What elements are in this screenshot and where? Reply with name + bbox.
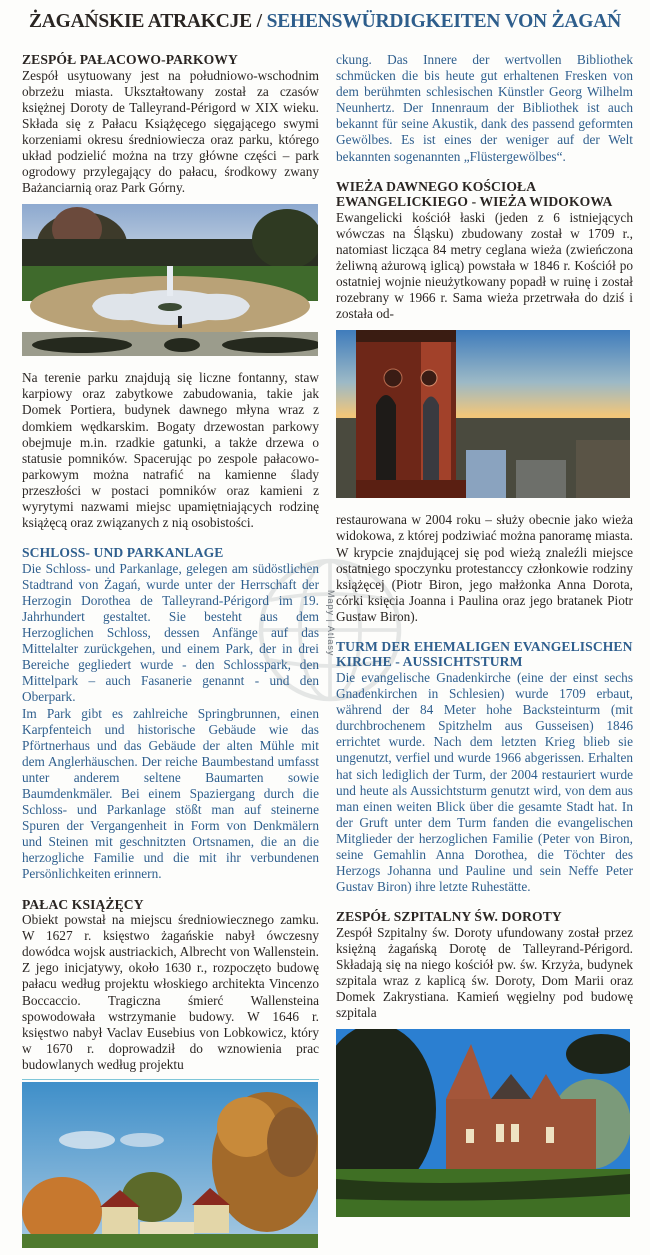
text-tower-de: Die evangelische Gnadenkirche (eine der einst sechs Gnadenkirchen in Schlesien) wurde 1709 erbaut, während der 84 Meter hohe Backsteinturm (mit durchbrochenem Spitzhelm aus Gusseisen) 1846 errichtet wurde. Nach dem letzten Krieg blieb sie ungenutzt, verfiel und wurde 1966 abgerissen. Erhalten hat sich lediglich der Turm, der 2004 restauriert wurde und heute als Aussichtsturm genutzt wird, von dem aus man einen weiten Blick über die gesamte Stadt hat. In der Gruft unter dem Turm fanden die evangelischen Mitglieder der herzoglichen Familie (Peter von Biron, seine Gemahlin Anna Dorothea, die Töchter des Herzogs Johanna und Pauline und sein Neffe Peter Gustav Biron) ihre letzte Ruhestätte. [336,669,633,895]
text-ducal-palace: Obiekt powstał na miejscu średniowiecznego zamku. W 1627 r. księstwo żagańskie nabył ówczesny dowódca wojsk austriackich, Albrecht von Wallenstein. Z jego inicjatywy, około 1630 r., rozpoczęto budowę pałacu według projektu włoskiego architekta Vincenzo Boccaccio. Tragiczna śmierć Wallensteina spowodowała wstrzymanie budowy. W 1646 r. księstwo nabył Vaclav Eusebius von Lobkowicz, który w 1670 r. doprowadził do wznowienia prac budowlanych według projektu [22,912,319,1072]
text-palace-park-pl-2: Na terenie parku znajdują się liczne fontanny, staw karpiowy oraz zabytkowe zabudowania, takie jak Domek Portiera, budynek dawnego młyna wraz z domkiem wędkarskim. Bogaty drzewostan parkowy obejmuje m.in. rzadkie gatunki, a także drzewa o statusie pomników. Spacerując po zespole pałacowo-parkowym można natrafić na kamienne ślady przeszłości w postaci pomników oraz kamieni z wyrytymi nazwami miejsc upamiętniających rodzinę książęcą oraz związanych z nią osobistości. [22,370,319,531]
text-library-de: ckung. Das Innere der wertvollen Bibliothek schmücken die bis heute gut erhaltenen Fresken von dem berühmten schlesischen Künstler Georg Wilhelm Neunhertz. Der Innenraum der Bibliothek ist auch bekannt für seine Akustik, dank des passend geformten Gewölbes. Es ist eines der weniger auf der Welt bekannten sogenannten „Flüstergewölbes“. [336,52,633,164]
watermark-text: Mapy | Atlasy [326,590,336,657]
section-library-de-cont [336,52,633,165]
photo-park-fountain [22,204,318,356]
section-tower-pl [336,179,633,323]
page-title [0,10,650,34]
heading-tower-pl: WIEŻA DAWNEGO KOŚCIOŁA EWANGELICKIEGO - WIEŻA WIDOKOWA [336,178,613,210]
heading-ducal-palace: PAŁAC KSIĄŻĘCY [22,896,144,912]
section-palace-park-de [22,545,319,882]
text-tower-pl: Ewangelicki kościół łaski (jeden z 6 istniejących wówczas na Śląsku) zbudowany został w 1709 r., natomiast licząca 84 metry ceglana wieża (zwieńczona żeliwną ażurową iglicą) powstała w 1846 r. Kościół po ostatniej wojnie nieużytkowany popadł w ruinę i został rozebrany w 1966 r. Sama wieża przetrwała do dziś i została od- [336,209,633,322]
text-hospital: Zespół Szpitalny św. Doroty ufundowany został przez księżną żagańską Dorotę de Talleyrand-Périgord. Składają się na niego kościół pw. św. Krzyża, budynek szpitala wraz z kaplicą św. Doroty, Dom Marii oraz Domek Zakrystiana. Kamień węgielny pod budowę szpitala [336,924,633,1021]
text-palace-park-de-2: Im Park gibt es zahlreiche Springbrunnen, einen Karpfenteich und historische Gebäude wie das Pförtnerhaus und das Gebäude der alten Mühle mit dem Anglerhäuschen. Der reiche Baumbestand umfasst unter anderem seltene Baumarten sowie Baumdenkmäler. Bei einem Spaziergang durch die Schloss- und Parkanlage stößt man auf steinerne Spuren der Vergangenheit in Form von Denkmälern und Steinen mit geschnitzten Ortsnamen, die an die herzogliche Familie und die mit ihr verbundenen Persönlichkeiten erinnern. [22,705,319,882]
heading-tower-de: TURM DER EHEMALIGEN EVANGELISCHEN KIRCHE - AUSSICHTSTURM [336,638,633,670]
text-palace-park-pl: Zespół usytuowany jest na południowo-wschodnim obrzeżu miasta. Ukształtowany został za czasów księżnej Doroty de Talleyrand-Périgord w XIX wieku. Składa się z Pałacu Książęcego sięgającego swymi korzeniami okresu średniowiecza oraz parku, którego układ podzielić można na trzy główne części – park ogrodowy przylegający do pałacu, środkowy zwany Bażanciarnią oraz Park Górny. [22,67,319,196]
heading-hospital: ZESPÓŁ SZPITALNY ŚW. DOROTY [336,909,562,925]
text-palace-park-de: Die Schloss- und Parkanlage, gelegen am südöstlichen Stadtrand von Żagań, wurde unter der Herrschaft der Herzogin Dorothea de Talleyrand-Périgord im 19. Jahrhundert gestaltet. Sie besteht aus dem Herzoglichen Schloss, dessen Anfänge auf das Mittelalter zurückgehen, und einem Park, der in drei Bereiche gegliedert wurde - den Schlosspark, den Mittelpark – auch Fasanerie genannt - und den Oberpark. [22,560,319,705]
photo-ducal-palace [22,1082,318,1248]
section-tower-pl-cont [336,512,633,625]
heading-palace-park-pl: ZESPÓŁ PAŁACOWO-PARKOWY [22,52,238,67]
section-ducal-palace-pl [22,897,319,1073]
divider [22,1079,319,1080]
section-hospital-pl [336,909,633,1021]
column-right [336,52,633,1217]
text-tower-pl-2: restaurowana w 2004 roku – służy obecnie jako wieża widokowa, z której podziwiać można panoramę miasta. W krypcie znajdującej się pod wieżą znaleźli miejsce ostatniego spoczynku protestanccy członkowie rodziny książęcej (Piotr Biron, jego małżonka Anna Dorota, córki księcia Joanna i Paulina oraz jego bratanek Piotr Gustaw Biron). [336,512,633,624]
section-palace-park-pl-cont [22,370,319,531]
section-tower-de [336,639,633,895]
photo-hospital-complex [336,1029,630,1217]
section-palace-park-pl [22,52,319,196]
title-german: SEHENSWÜRDIGKEITEN VON ŻAGAŃ [266,11,622,32]
heading-palace-park-de: SCHLOSS- UND PARKANLAGE [22,545,224,561]
column-left [22,52,319,1248]
title-polish: ŻAGAŃSKIE ATRAKCJE / [28,11,262,32]
photo-church-tower [336,330,630,498]
